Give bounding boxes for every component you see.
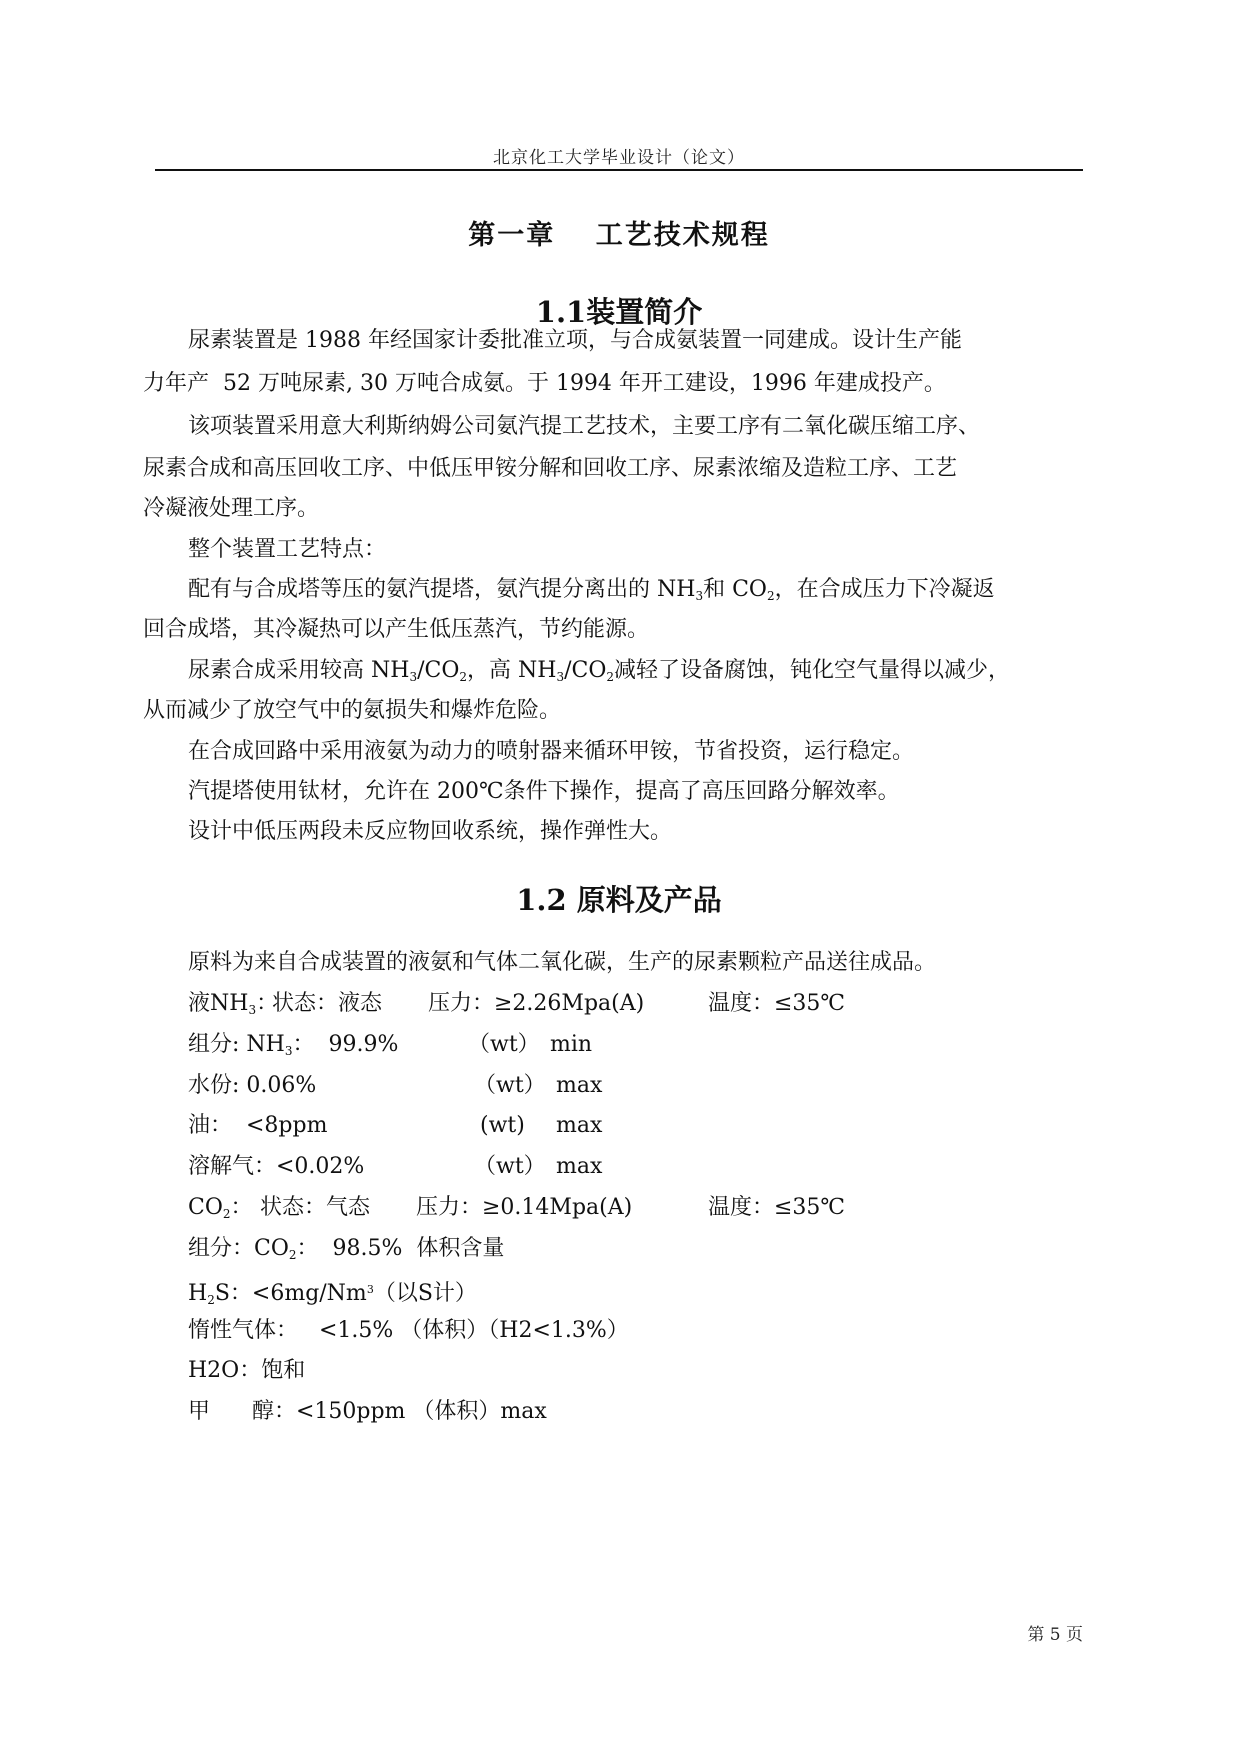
subscript: 2 bbox=[606, 670, 614, 684]
limit: min bbox=[550, 1032, 593, 1057]
text-run: ： bbox=[256, 991, 279, 1016]
header-rule bbox=[155, 169, 1083, 171]
co2-pressure: 压力：≥0.14Mpa(A) bbox=[416, 1195, 633, 1220]
subscript: 2 bbox=[288, 1248, 297, 1262]
paragraph-line bbox=[188, 656, 1010, 692]
subscript: 3 bbox=[409, 670, 418, 684]
section-title-1-1: 1.1装置简介 bbox=[535, 295, 703, 329]
paragraph-line: 尿素合成和高压回收工序、中低压甲铵分解和回收工序、尿素浓缩及造粒工序、工艺 bbox=[143, 456, 958, 481]
text-run: ： bbox=[230, 1195, 253, 1220]
nh3-composition bbox=[188, 1030, 398, 1066]
paragraph-line: 回合成塔，其冷凝热可以产生低压蒸汽，节约能源。 bbox=[143, 617, 650, 642]
text-run: 组分: NH bbox=[188, 1032, 285, 1057]
nh3-oil: 油： <8ppm bbox=[188, 1113, 328, 1138]
paragraph-line: 设计中低压两段未反应物回收系统，操作弹性大。 bbox=[188, 819, 673, 844]
unit-wt: （wt） bbox=[468, 1032, 540, 1057]
subscript: 3 bbox=[556, 670, 565, 684]
text-run: ，在合成压力下冷凝返 bbox=[774, 577, 995, 602]
subscript: 2 bbox=[222, 1207, 231, 1221]
nh3-dissolved-gas: 溶解气：<0.02% bbox=[188, 1154, 365, 1179]
text-run: 尿素合成采用较高 NH bbox=[188, 658, 410, 683]
nh3-label bbox=[188, 989, 278, 1025]
text-run: 组分：CO bbox=[188, 1236, 289, 1261]
text-run: 液NH bbox=[188, 991, 249, 1016]
nh3-temperature: 温度：≤35℃ bbox=[708, 991, 846, 1016]
nh3-pressure: 压力：≥2.26Mpa(A) bbox=[428, 991, 645, 1016]
subscript: 3 bbox=[284, 1044, 293, 1058]
nh3-state: 状态：液态 bbox=[272, 991, 383, 1016]
co2-temperature: 温度：≤35℃ bbox=[708, 1195, 846, 1220]
co2-composition bbox=[188, 1234, 504, 1270]
page-number: 第 5 页 bbox=[1027, 1625, 1083, 1645]
paragraph-line: 尿素装置是 1988 年经国家计委批准立项，与合成氨装置一同建成。设计生产能 bbox=[188, 328, 962, 353]
subscript: 2 bbox=[766, 589, 775, 603]
text-run: /CO bbox=[417, 658, 460, 683]
text-run: CO bbox=[188, 1195, 223, 1220]
paragraph-line: 整个装置工艺特点： bbox=[188, 537, 387, 562]
subscript: 3 bbox=[248, 1003, 257, 1017]
text-run: 配有与合成塔等压的氨汽提塔，氨汽提分离出的 NH bbox=[188, 577, 696, 602]
superscript: 3 bbox=[366, 1283, 374, 1296]
co2-inert-gas: 惰性气体： <1.5% （体积）（H2<1.3%） bbox=[188, 1318, 629, 1343]
text-run: S：<6mg/Nm bbox=[214, 1281, 367, 1306]
chapter-title: 第一章 工艺技术规程 bbox=[468, 220, 770, 251]
co2-state: 状态：气态 bbox=[260, 1195, 371, 1220]
text-run: ： 98.5% 体积含量 bbox=[296, 1236, 505, 1261]
co2-label bbox=[188, 1193, 253, 1229]
co2-h2o: H2O：饱和 bbox=[188, 1358, 306, 1383]
subscript: 2 bbox=[207, 1293, 215, 1307]
text-run: H bbox=[188, 1281, 208, 1306]
limit: max bbox=[556, 1073, 603, 1098]
page-header: 北京化工大学毕业设计（论文） bbox=[493, 148, 745, 168]
unit-wt: （wt） bbox=[474, 1154, 546, 1179]
paragraph-line: 在合成回路中采用液氨为动力的喷射器来循环甲铵，节省投资，运行稳定。 bbox=[188, 739, 915, 764]
nh3-water: 水份: 0.06% bbox=[188, 1073, 317, 1098]
paragraph-line: 该项装置采用意大利斯纳姆公司氨汽提工艺技术，主要工序有二氧化碳压缩工序、 bbox=[188, 414, 981, 439]
text-run: 减轻了设备腐蚀，钝化空气量得以减少， bbox=[614, 658, 1011, 683]
subscript: 2 bbox=[459, 670, 467, 684]
unit-wt: （wt） bbox=[474, 1073, 546, 1098]
co2-methanol: 甲 醇：<150ppm （体积）max bbox=[188, 1399, 547, 1424]
paragraph-line: 冷凝液处理工序。 bbox=[143, 496, 320, 521]
paragraph-line: 原料为来自合成装置的液氨和气体二氧化碳，生产的尿素颗粒产品送往成品。 bbox=[188, 950, 937, 975]
subscript: 3 bbox=[695, 589, 704, 603]
paragraph-line bbox=[188, 575, 995, 611]
text-run: 和 CO bbox=[703, 577, 767, 602]
paragraph-line: 从而减少了放空气中的氨损失和爆炸危险。 bbox=[143, 698, 562, 723]
section-title-1-2: 1.2 原料及产品 bbox=[516, 883, 722, 917]
text-run: （以S计） bbox=[373, 1281, 477, 1306]
paragraph-line: 汽提塔使用钛材，允许在 200℃条件下操作，提高了高压回路分解效率。 bbox=[188, 779, 900, 804]
text-run: ： 99.9% bbox=[292, 1032, 399, 1057]
co2-h2s bbox=[188, 1275, 477, 1315]
limit: max bbox=[556, 1113, 603, 1138]
text-run: /CO bbox=[564, 658, 607, 683]
paragraph-line: 力年产 52 万吨尿素, 30 万吨合成氨。于 1994 年开工建设，1996 年建成投产。 bbox=[143, 371, 946, 396]
limit: max bbox=[556, 1154, 603, 1179]
text-run: ，高 NH bbox=[467, 658, 557, 683]
unit-wt: (wt) bbox=[480, 1113, 525, 1138]
